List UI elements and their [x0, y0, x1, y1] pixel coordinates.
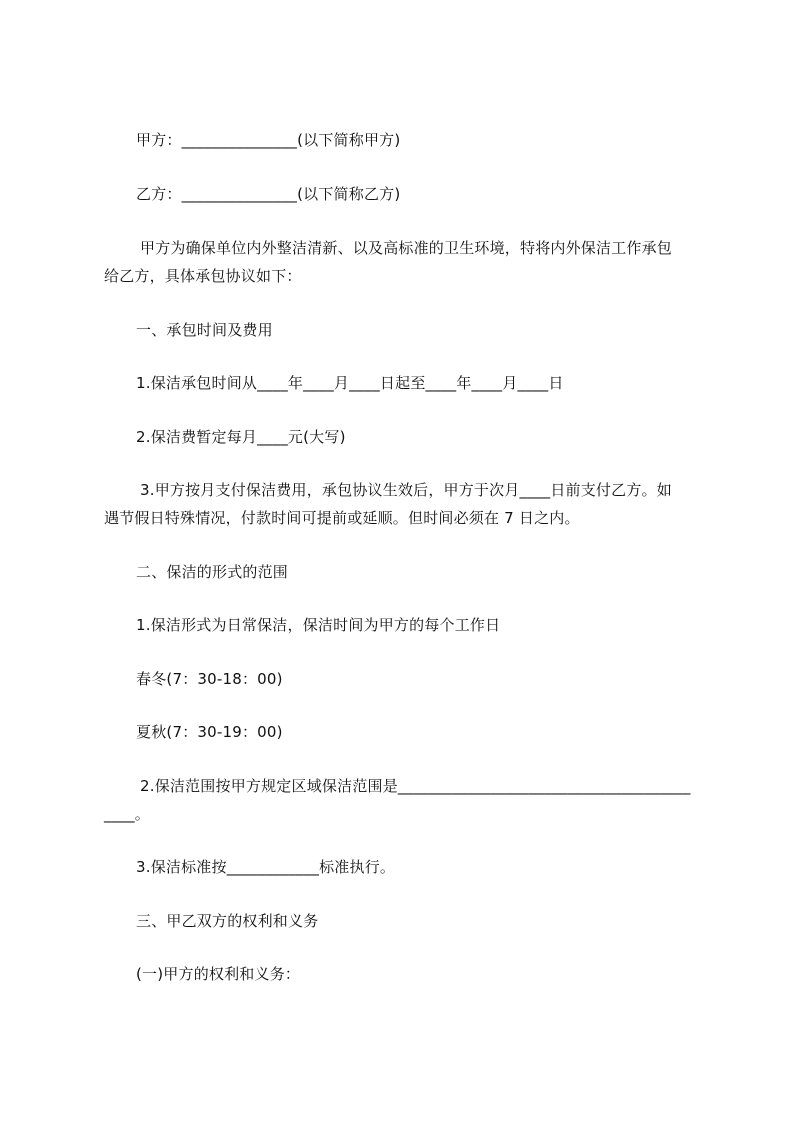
intro-paragraph-line-1: 甲方为确保单位内外整洁清新、以及高标准的卫生环境，特将内外保洁工作承包	[140, 239, 673, 257]
section-heading-2: 二、保洁的形式的范围	[136, 563, 289, 581]
cleaning-form-line: 1.保洁形式为日常保洁，保洁时间为甲方的每个工作日	[136, 616, 501, 634]
section-heading-1: 一、承包时间及费用	[136, 321, 273, 339]
party-a-line: 甲方：_______________(以下简称甲方)	[136, 131, 401, 149]
spring-winter-hours: 春冬(7：30-18：00)	[136, 670, 283, 688]
payment-paragraph-line-1: 3.甲方按月支付保洁费用，承包协议生效后，甲方于次月____日前支付乙方。如	[140, 481, 672, 499]
intro-paragraph-line-2: 给乙方，具体承包协议如下：	[104, 267, 302, 285]
summer-autumn-hours: 夏秋(7：30-19：00)	[136, 723, 283, 741]
cleaning-standard-line: 3.保洁标准按____________标准执行。	[136, 858, 396, 876]
monthly-fee-line: 2.保洁费暂定每月____元(大写)	[136, 428, 346, 446]
cleaning-scope-line-1: 2.保洁范围按甲方规定区域保洁范围是______________________________________	[140, 777, 691, 795]
section-heading-3: 三、甲乙双方的权利和义务	[136, 912, 319, 930]
payment-paragraph-line-2: 遇节假日特殊情况，付款时间可提前或延顺。但时间必须在 7 日之内。	[104, 509, 580, 527]
cleaning-scope-line-2: ____。	[104, 805, 151, 823]
party-a-rights-heading: (一)甲方的权利和义务：	[136, 965, 301, 983]
term-time-line: 1.保洁承包时间从____年____月____日起至____年____月____日	[136, 374, 564, 392]
party-b-line: 乙方：_______________(以下简称乙方)	[136, 185, 401, 203]
